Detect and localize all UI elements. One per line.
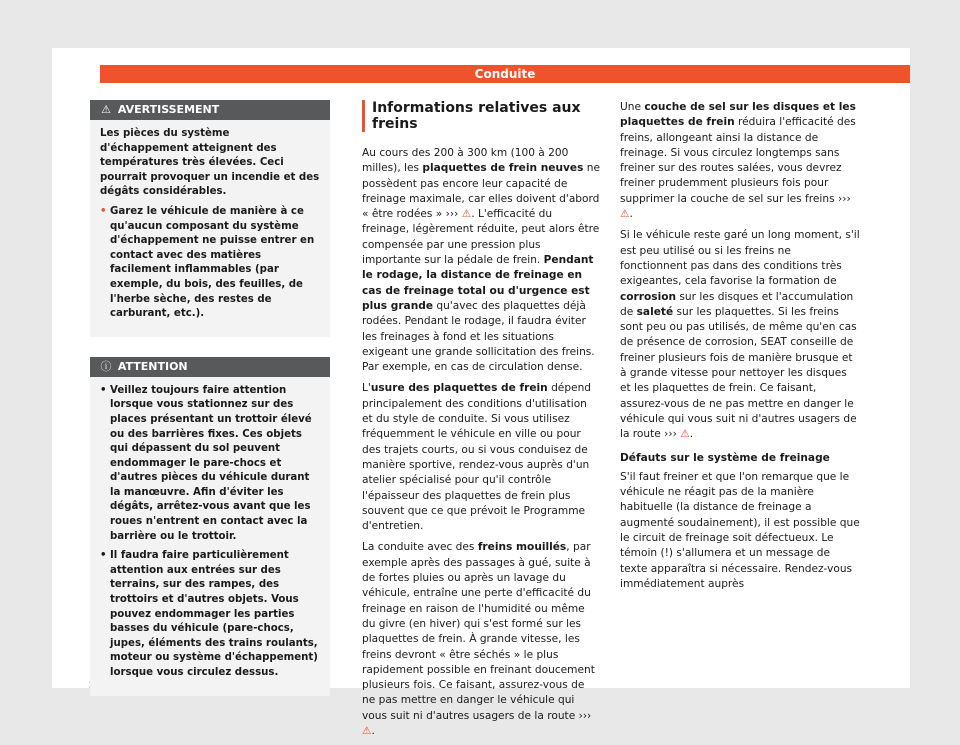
reference-arrow[interactable]: ››› [664, 428, 677, 441]
warning-bullet: • Garez le véhicule de manière à ce qu'aucun composant du système d'échappement ne puisse entrer en contact avec des matières facilement inflammables (par exemple, du bois, des feuilles, de l'herbe sèche, des restes de carburant, etc.). [100, 205, 320, 322]
paragraph-freins-mouilles: La conduite avec des freins mouillés, par exemple après des passages à gué, suite à de fortes pluies ou après un lavage du véhicule, entraîne une perte d'efficacité du freinage en raison de l'humidité ou même du givre (en hiver) qui s'est formé sur les plaquettes de frein. À grande vitesse, les freins devront « être séchés » le plus rapidement possible en freinant doucement plusieurs fois. Ce faisant, assurez-vous de ne pas mettre en danger le véhicule qui vous suit ni d'autres usagers de la route ››› ⚠. [362, 541, 595, 737]
attention-box-header [90, 357, 330, 377]
warning-box-header [90, 100, 330, 120]
paragraph-corrosion: Si le véhicule reste garé un long moment, s'il est peu utilisé ou si les freins ne fonctionnent pas dans des conditions très exigeantes, cela favorise la formation de corrosion sur les disques et l'accumulation de saleté sur les plaquettes. Si les freins sont peu ou pas utilisés, de même qu'en cas de présence de corrosion, SEAT conseille de freiner plusieurs fois de manière brusque et à grande vitesse pour nettoyer les disques et les plaquettes de frein. Ce faisant, assurez-vous de ne pas mettre en danger le véhicule qui vous suit ni d'autres usagers de la route ››› ⚠. [620, 229, 860, 441]
paragraph-rodage: Au cours des 200 à 300 km (100 à 200 milles), les plaquettes de frein neuves ne possèdent pas encore leur capacité de freinage maximale, car elles doivent d'abord « être rodées » ››› ⚠. L'efficacité du freinage, légèrement réduite, peut alors être compensée par une pression plus importante sur la pédale de frein. Pendant le rodage, la distance de freinage en cas de freinage total ou d'urgence est plus grande qu'avec des plaquettes déjà rodées. Pendant le rodage, il faudra éviter les freinages à fond et les situations exigeant une grande sollicitation des freins. Par exemple, en cas de circulation dense. [362, 147, 600, 374]
attention-box [90, 357, 330, 696]
brake-warning-lamp-icon: (!) [660, 547, 674, 560]
reference-arrow[interactable]: ››› [837, 192, 851, 205]
right-column [620, 100, 860, 598]
warning-triangle-icon: ⚠ [101, 103, 111, 116]
warning-triangle-icon: ⚠ [620, 208, 630, 221]
warning-triangle-icon: ⚠ [362, 724, 372, 737]
info-circle-icon: ⓘ [100, 359, 112, 373]
warning-box [90, 100, 330, 337]
subsection-title: Défauts sur le système de freinage [620, 451, 830, 464]
warning-intro: Les pièces du système d'échappement atteignent des températures très élevées. Ceci pourrait provoquer un incendie et des dégâts considérables. [100, 128, 320, 198]
paragraph-defauts: S'il faut freiner et que l'on remarque que le véhicule ne réagit pas de la manière habituelle (la distance de freinage a augmenté soudainement), il est possible que le circuit de freinage soit défectueux. Le témoin (!) s'allumera et un message de texte apparaîtra si nécessaire. Rendez-vous immédiatement auprès [620, 470, 860, 590]
section-title: Informations relatives aux freins [362, 100, 600, 132]
reference-arrow[interactable]: ››› [445, 208, 459, 221]
paragraph-sel: Une couche de sel sur les disques et les plaquettes de frein réduira l'efficacité des freins, allongeant ainsi la distance de freinage. Si vous circulez longtemps sans freiner sur des routes salées, vous devrez freiner prudemment plusieurs fois pour supprimer la couche de sel sur les freins ››› ⚠. [620, 101, 856, 221]
page-header: Conduite [100, 65, 910, 83]
warning-triangle-icon: ⚠ [680, 428, 690, 441]
attention-bullet: • Veillez toujours faire attention lorsque vous stationnez sur des places présentant un trottoir élevé ou des barrières fixes. Ces objets qui dépassent du sol peuvent endommager le pare-chocs et d'autres pièces du véhicule durant la manœuvre. Afin d'éviter les dégâts, arrêtez-vous avant que les roues n'entrent en contact avec la barrière ou le trottoir. [100, 384, 320, 545]
left-column [90, 100, 330, 716]
attention-bullet: • Il faudra faire particulièrement attention aux entrées sur des terrains, sur des rampes, des trottoirs et d'autres objets. Vous pouvez endommager les parties basses du véhicule (pare-chocs, jupes, éléments des trains roulants, moteur ou système d'échappement) lorsque vous circulez dessus. [100, 549, 320, 680]
attention-heading: ATTENTION [117, 359, 188, 373]
middle-column [362, 100, 600, 745]
paragraph-usure: L'usure des plaquettes de frein dépend principalement des conditions d'utilisation et du style de conduite. Si vous utilisez fréquemment le véhicule en ville ou pour des trajets courts, ou si vous conduisez de manière sportive, rendez-vous auprès d'un atelier spécialisé pour qu'il contrôle l'épaisseur des plaquettes de frein plus souvent que ce que prévoit le Programme d'entretien. [362, 382, 592, 533]
warning-heading: AVERTISSEMENT [117, 103, 220, 116]
warning-triangle-icon: ⚠ [461, 208, 472, 221]
reference-arrow[interactable]: ››› [578, 709, 592, 722]
